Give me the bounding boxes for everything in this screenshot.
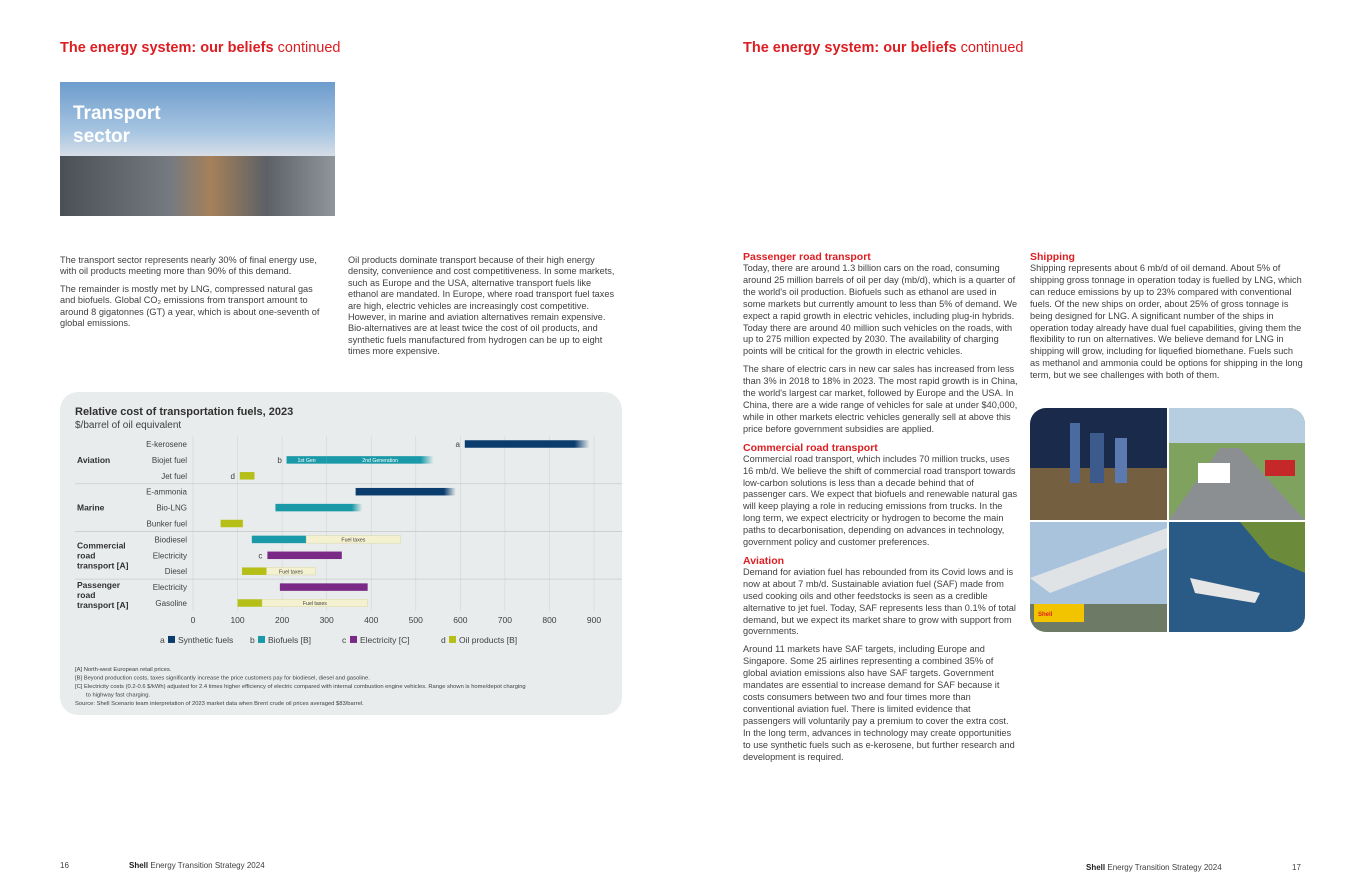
row-label: Bio-LNG (156, 503, 187, 513)
transport-sector-photo (60, 82, 335, 216)
section-commercial-road (743, 442, 1018, 549)
group-label: Passenger (77, 580, 120, 591)
row-label: Biodiesel (154, 535, 187, 545)
paragraph: Today, there are around 1.3 billion cars on the road, consuming around 25 million barrels of oil per day (mb/d), which is a quarter of the world's oil production. Biofuels such as ethanol are used in some markets but currently amount to less than 5% of demand. We expect a rapid growth in electric vehicles, including plug-in hybrids. Today there are around 40 million such vehicles on the roads, with up to 275 million expected by 2030. The availability of charging points will be critical for the growth in electric vehicles. (743, 263, 1018, 357)
paragraph: The transport sector represents nearly 30% of final energy use, with oil products meeting more than 90% of this demand. (60, 255, 317, 277)
x-tick-label: 300 (319, 614, 334, 625)
row-marker: b (277, 455, 282, 465)
bar-c (280, 583, 368, 591)
bar-label: Fuel taxes (279, 569, 303, 576)
bar-d (221, 520, 243, 528)
right-page-header (743, 40, 1023, 56)
section-aviation (743, 555, 1018, 764)
row-marker: d (230, 471, 236, 481)
fuel-cost-chart-panel (60, 392, 622, 715)
left-column-2 (348, 255, 622, 364)
right-footer-page-number: 17 (1292, 863, 1301, 872)
paragraph: Oil products dominate transport because of their high energy density, convenience and cost competitiveness. In some markets, such as Europe and the USA, alternative transport fuels like ethanol are mandated. In Europe, where road transport fuel taxes are high, electric vehicles are increasingly cost competitive. However, in marine and aviation alternatives remain expensive. Bio-alternatives are at least twice the cost of oil products, and synthetic fuels manufactured from hydrogen can be up to eight times more expensive. (348, 255, 615, 357)
left-column-1 (60, 255, 330, 335)
section-passenger-road (743, 251, 1018, 436)
bar-label: Fuel taxes (341, 537, 366, 544)
chart-footnote: [C] Electricity costs (0.2-0.6 $/kWh) adjusted for 2.4 times higher efficiency of electric compared with internal combustion engine vehicles. Range shown is home/depot charging (75, 683, 526, 690)
header-continued: continued (960, 40, 1024, 56)
fuel-cost-chart (60, 392, 622, 715)
x-tick-label: 900 (586, 614, 602, 625)
right-column-1 (743, 251, 1018, 769)
x-tick-label: 100 (230, 614, 245, 625)
paragraph: Commercial road transport, which includes 70 million trucks, uses 16 mb/d. We believe the shift of commercial road transport towards low-carbon solutions is less than a decade behind that of passenger cars. We expect that biofuels and renewable natural gas will keep playing a role in reducing emissions from trucks. In the long term, we expect electricity or hydrogen to become the main paths to decarbonisation, depending on advances in technology, government policy and customer preferences. (743, 453, 1018, 548)
footer-doc-title: Energy Transition Strategy 2024 (150, 861, 265, 870)
row-label: E-ammonia (146, 487, 187, 497)
group-label: Aviation (77, 454, 111, 465)
x-tick-label: 200 (275, 614, 290, 625)
chart-subtitle: $/barrel of oil equivalent (75, 420, 182, 431)
legend-key: c (342, 634, 347, 645)
section-title: Shipping (1030, 251, 1075, 263)
paragraph: Around 11 markets have SAF targets, including Europe and Singapore. Some 25 airlines representing a combined 35% of global aviation emissions also have SAF targets. Government mandates are essential to increase demand for SAF because it costs consumers between two and four times more than conventional aviation fuel. There is limited evidence that passengers will voluntarily pay a premium to cover the extra cost. In the long term, advances in technology may create opportunities to use synthetic fuels such as e-kerosene, but further research and development is required. (743, 644, 1015, 762)
bar-b (275, 504, 362, 512)
legend-label: Synthetic fuels (178, 634, 234, 645)
x-tick-label: 800 (542, 614, 557, 625)
group-label: road (77, 590, 96, 601)
row-marker: c (258, 551, 263, 561)
tower (1070, 423, 1080, 483)
footer-doc-title: Energy Transition Strategy 2024 (1107, 863, 1222, 872)
x-tick-label: 500 (408, 614, 423, 625)
left-page-header (60, 40, 340, 56)
tower (1115, 438, 1127, 483)
section-title: Aviation (743, 554, 785, 567)
x-tick-label: 700 (497, 614, 512, 625)
photo-title-line-2: sector (73, 126, 131, 147)
legend-swatch (168, 636, 175, 643)
chart-footnote: [A] North-west European retail prices. (75, 666, 172, 673)
group-label: transport [A] (77, 600, 129, 611)
photo-grid-svg (1030, 408, 1305, 632)
legend-label: Oil products [B] (459, 634, 518, 645)
group-label: transport [A] (77, 560, 129, 571)
tower (1090, 433, 1104, 483)
bar-label: 2nd Generation (362, 458, 399, 465)
footer-brand: Shell (1086, 863, 1106, 872)
chart-footnote: [B] Beyond production costs, taxes significantly increase the price customers pay for biodiesel, diesel and gasoline. (75, 675, 370, 682)
paragraph: The remainder is mostly met by LNG, compressed natural gas and biofuels. Global CO₂ emissions from transport amount to around 8 gigatonnes (GT) a year, which is about one-seventh of global emissions. (60, 283, 320, 329)
chart-footnote: Source: Shell Scenario team interpretation of 2023 market data when Brent crude oil prices averaged $83/barrel. (75, 700, 364, 707)
left-footer-title (129, 861, 265, 870)
chart-footnote: to highway fast charging. (86, 692, 151, 699)
header-bold: The energy system: our beliefs (60, 40, 274, 56)
footer-brand: Shell (129, 861, 149, 870)
legend-key: a (160, 634, 165, 645)
row-label: Biojet fuel (151, 455, 187, 465)
section-title: Commercial road transport (743, 441, 878, 454)
bar-b (252, 536, 306, 544)
bar-d (242, 567, 267, 575)
row-label: Electricity (152, 583, 187, 593)
bar-a (356, 488, 456, 496)
bar-d (238, 599, 263, 607)
left-footer-page-number: 16 (60, 861, 69, 870)
group-label: Marine (77, 502, 105, 513)
right-column-2 (1030, 251, 1305, 388)
bar-label: Fuel taxes (302, 601, 327, 608)
photo-title-line-1: Transport (73, 103, 161, 124)
paragraph: The share of electric cars in new car sales has increased from less than 3% in 2018 to 18% in 2023. The most rapid growth is in China, the world's largest car market, followed by Europe and the USA. In China, there are a wide range of vehicles for sale at under $40,000, while in other markets electric vehicles generally sell at above this price before government subsidies are applied. (743, 364, 1018, 434)
bar-a (465, 440, 590, 448)
sky (1169, 408, 1305, 443)
city-skyline (60, 156, 335, 216)
bar-c (267, 552, 341, 560)
legend-key: d (441, 634, 446, 645)
bar-label: 1st Gen (297, 458, 316, 465)
paragraph: Demand for aviation fuel has rebounded from its Covid lows and is now at about 7 mb/d. Sustainable aviation fuel (SAF) made from used cooking oils and other feedstocks is seen as a credible alternative to jet fuel. Today, SAF represents less than 0.1% of total demand, but we expect its market share to grow with support from governments. (743, 566, 1016, 637)
legend-label: Biofuels [B] (268, 634, 311, 645)
legend-label: Electricity [C] (360, 634, 410, 645)
row-label: Bunker fuel (146, 519, 187, 529)
row-label: Diesel (164, 567, 187, 577)
x-tick-label: 400 (364, 614, 379, 625)
row-label: Gasoline (155, 599, 187, 608)
photo-title (73, 102, 161, 148)
group-label: road (77, 550, 96, 561)
header-bold: The energy system: our beliefs (743, 40, 957, 56)
group-label: Commercial (77, 540, 126, 551)
legend-swatch (449, 636, 456, 643)
row-label: Electricity (152, 551, 187, 561)
x-tick-label: 0 (190, 614, 196, 625)
paragraph: Shipping represents about 6 mb/d of oil demand. About 5% of shipping gross tonnage in operation today is fuelled by LNG, which can reduce emissions by up to 23% compared with conventional fuels. Of the new ships on order, about 25% of gross tonnage is being designed for LNG. A significant number of the ships in operation today already have dual fuel capabilities, giving them the flexibility to run on alternatives. We believe demand for LNG in shipping will grow, including for liquefied biomethane. Fuels such as methanol and ammonia could be options for shipping in the long term, but we see challenges with both of them. (1030, 263, 1303, 381)
legend-key: b (250, 634, 255, 645)
legend-swatch (258, 636, 265, 643)
header-continued: continued (277, 40, 341, 56)
white-truck (1198, 463, 1230, 483)
transport-photo-grid (1030, 408, 1305, 632)
x-tick-label: 600 (453, 614, 468, 625)
section-title: Passenger road transport (743, 251, 871, 263)
row-label: Jet fuel (161, 471, 187, 481)
chart-title: Relative cost of transportation fuels, 2023 (75, 406, 294, 418)
fuel-truck-logo: Shell (1038, 612, 1053, 618)
row-marker: a (455, 440, 461, 449)
legend-swatch (350, 636, 357, 643)
bar-d (240, 472, 255, 480)
right-footer-title (1086, 863, 1222, 872)
row-label: E-kerosene (146, 440, 187, 449)
red-truck (1265, 460, 1295, 476)
